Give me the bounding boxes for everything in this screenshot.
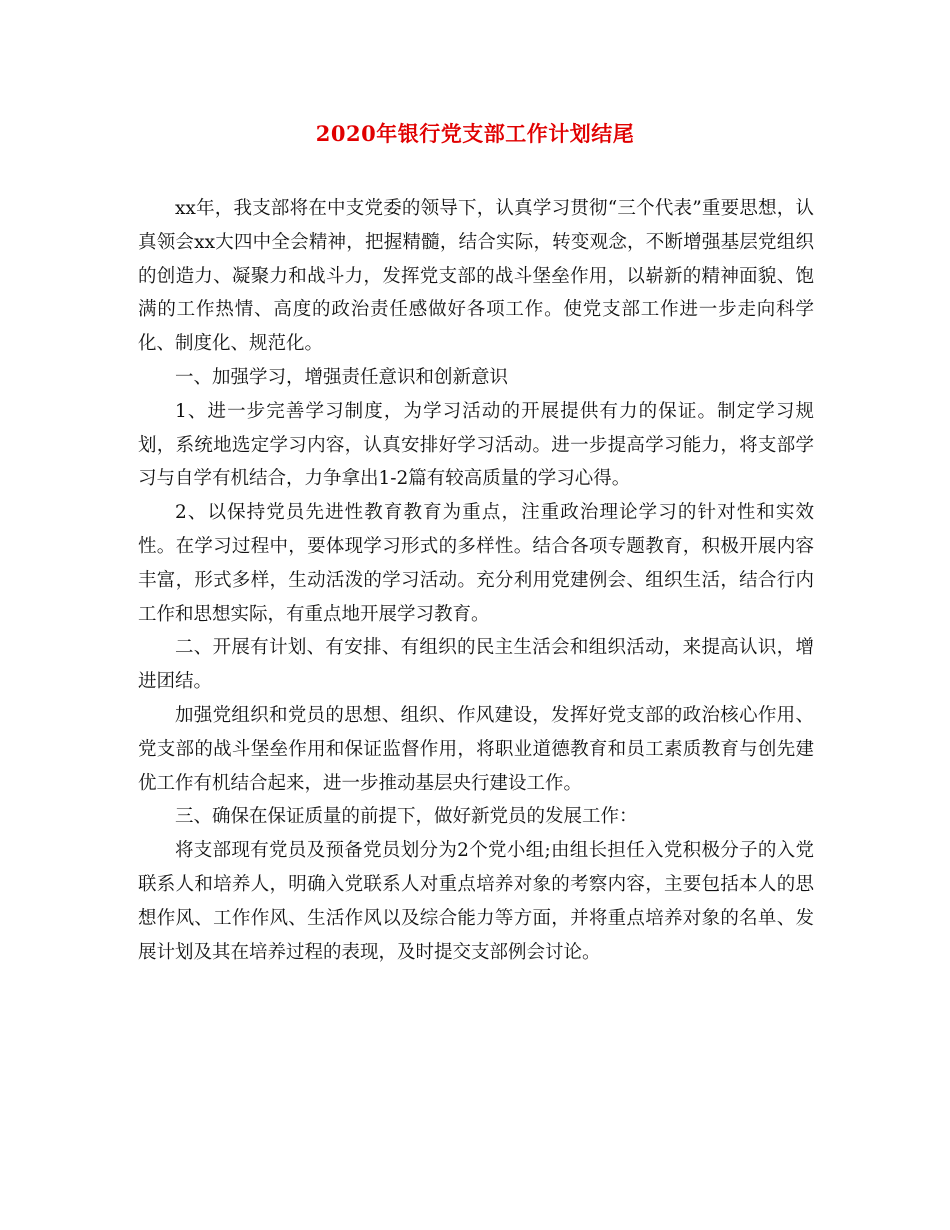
paragraph-section-3: 将支部现有党员及预备党员划分为2个党小组;由组长担任入党积极分子的入党联系人和培养人，明确入党联系人对重点培养对象的考察内容，主要包括本人的思想作风、工作作风、生活作风以及综合能力等方面，并将重点培养对象的名单、发展计划及其在培养过程的表现，及时提交支部例会讨论。 xyxy=(138,840,814,963)
paragraph-item-1: 1、进一步完善学习制度，为学习活动的开展提供有力的保证。制定学习规划，系统地选定学习内容，认真安排好学习活动。进一步提高学习能力，将支部学习与自学有机结合，力争拿出1-2篇有较高质量的学习心得。 xyxy=(138,400,814,490)
paragraph-item-2: 2、以保持党员先进性教育教育为重点，注重政治理论学习的针对性和实效性。在学习过程中，要体现学习形式的多样性。结合各项专题教育，积极开展内容丰富，形式多样，生动活泼的学习活动。充分利用党建例会、组织生活，结合行内工作和思想实际，有重点地开展学习教育。 xyxy=(138,502,814,625)
paragraph-section-2: 加强党组织和党员的思想、组织、作风建设，发挥好党支部的政治核心作用、党支部的战斗堡垒作用和保证监督作用，将职业道德教育和员工素质教育与创先建优工作有机结合起来，进一步推动基层央行建设工作。 xyxy=(138,704,814,794)
section-heading-1: 一、加强学习，增强责任意识和创新意识 xyxy=(175,366,509,388)
paragraph-intro: xx年，我支部将在中支党委的领导下，认真学习贯彻“三个代表”重要思想，认真领会xx大四中全会精神，把握精髓，结合实际，转变观念，不断增强基层党组织的创造力、凝聚力和战斗力，发挥党支部的战斗堡垒作用，以崭新的精神面貌、饱满的工作热情、高度的政治责任感做好各项工作。使党支部工作进一步走向科学化、制度化、规范化。 xyxy=(138,198,814,355)
section-heading-2: 二、开展有计划、有安排、有组织的民主生活会和组织活动，来提高认识，增进团结。 xyxy=(138,637,814,693)
document-title: 2020年银行党支部工作计划结尾 xyxy=(315,121,635,146)
section-heading-3: 三、确保在保证质量的前提下，做好新党员的发展工作： xyxy=(175,806,638,828)
document-body xyxy=(138,192,814,969)
